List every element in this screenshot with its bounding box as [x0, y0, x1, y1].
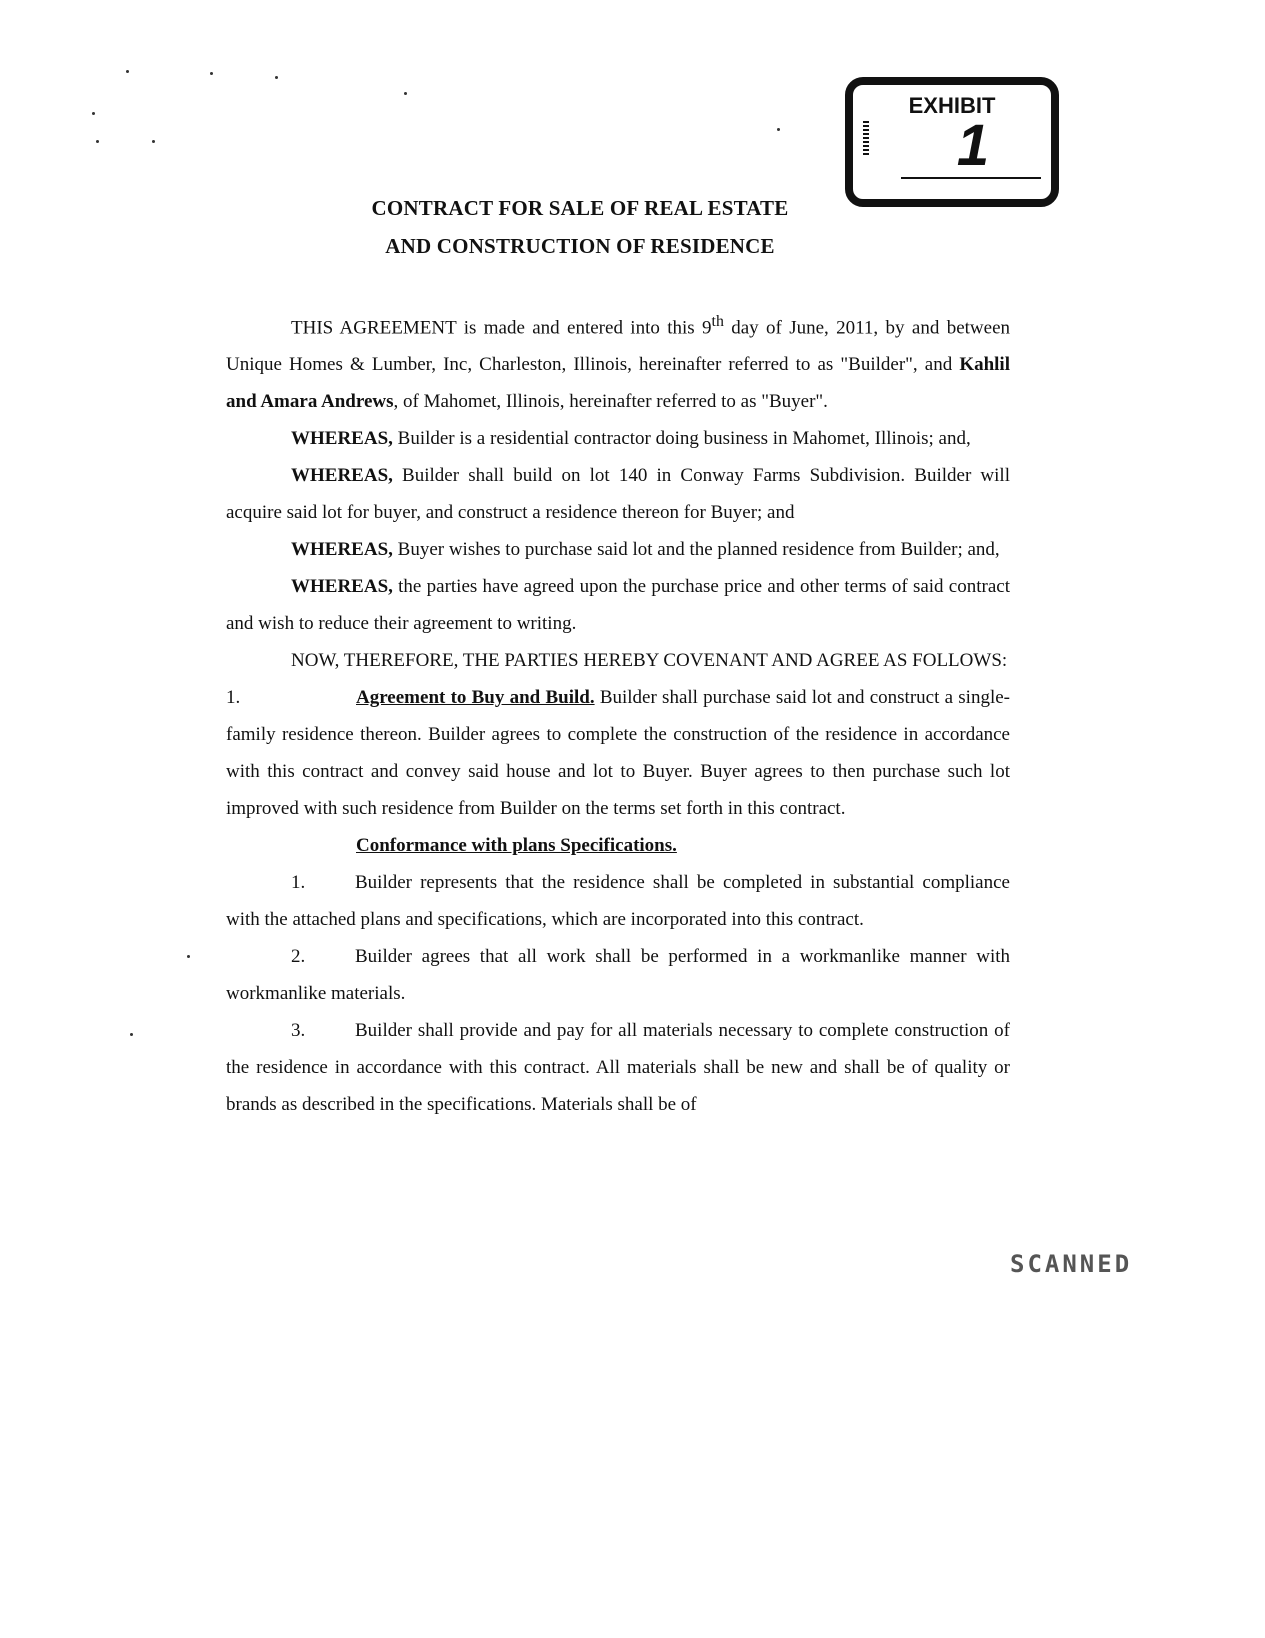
section-1-heading: Agreement to Buy and Build.: [356, 687, 595, 709]
intro-paragraph: [226, 303, 1010, 420]
scan-speck: [275, 76, 278, 79]
exhibit-label: EXHIBIT: [908, 93, 996, 118]
document-title-line2: AND CONSTRUCTION OF RESIDENCE: [385, 234, 775, 258]
intro-text-2: day of June, 2011, by and between Unique Homes & Lumber, Inc, Charleston, Illinois, hereinafter referred to as "Builder", and: [226, 317, 1010, 376]
contract-body: [226, 303, 1010, 1123]
whereas-text: Buyer wishes to purchase said lot and the planned residence from Builder; and,: [392, 539, 1000, 561]
intro-text-3: , of Mahomet, Illinois, hereinafter referred to as "Buyer".: [393, 391, 828, 413]
section-2-item: [226, 938, 1010, 1012]
buyer-names: Kahlil and Amara Andrews: [226, 354, 1010, 413]
scan-speck: [126, 70, 129, 73]
whereas-paragraph: [226, 457, 1010, 531]
scan-speck: [404, 92, 407, 95]
item-text: Builder represents that the residence shall be completed in substantial compliance with the attached plans and specifications, which are incorporated into this contract.: [226, 872, 1010, 931]
scan-speck: [210, 72, 213, 75]
exhibit-number: 1: [956, 113, 990, 178]
scan-speck: [152, 140, 155, 143]
section-2-item: [226, 1012, 1010, 1123]
whereas-paragraph: [226, 420, 1010, 457]
scanned-stamp: SCANNED: [1010, 1250, 1133, 1278]
exhibit-sticker: [845, 77, 1059, 207]
scan-speck: [187, 955, 190, 958]
item-number: 3.: [291, 1020, 306, 1042]
scan-speck: [92, 112, 95, 115]
exhibit-underline: [901, 177, 1041, 179]
whereas-text: the parties have agreed upon the purchase price and other terms of said contract and wish to reduce their agreement to writing.: [226, 576, 1010, 635]
whereas-text: Builder shall build on lot 140 in Conway Farms Subdivision. Builder will acquire said lot for buyer, and construct a residence thereon for Buyer; and: [226, 465, 1010, 524]
whereas-text: Builder is a residential contractor doing business in Mahomet, Illinois; and,: [392, 428, 971, 450]
section-1-number: 1.: [226, 687, 241, 709]
section-1-text: Builder shall purchase said lot and construct a single-family residence thereon. Builder agrees to complete the construction of the residence in accordance with this contract and convey said house and lot to Buyer. Buyer agrees to then purchase such lot improved with such residence from Builder on the terms set forth in this contract.: [226, 687, 1010, 820]
item-text: Builder agrees that all work shall be performed in a workmanlike manner with workmanlike materials.: [226, 946, 1010, 1005]
section-1-paragraph: [226, 679, 1010, 827]
item-number: 1.: [291, 872, 306, 894]
intro-text-1: THIS AGREEMENT is made and entered into this 9: [291, 317, 712, 339]
section-2-heading: Conformance with plans Specifications.: [356, 835, 677, 857]
document-title-line1: CONTRACT FOR SALE OF REAL ESTATE: [371, 196, 789, 220]
whereas-label: WHEREAS,: [291, 428, 393, 450]
whereas-label: WHEREAS,: [291, 576, 393, 598]
scan-speck: [130, 1033, 133, 1036]
whereas-paragraph: [226, 568, 1010, 642]
item-number: 2.: [291, 946, 306, 968]
section-2-heading-line: [226, 827, 1010, 864]
whereas-label: WHEREAS,: [291, 539, 393, 561]
section-2-item: [226, 864, 1010, 938]
exhibit-side-mark: [863, 121, 869, 155]
scan-speck: [96, 140, 99, 143]
whereas-label: WHEREAS,: [291, 465, 393, 487]
scan-speck: [777, 128, 780, 131]
intro-ordinal: th: [711, 313, 724, 330]
item-text: Builder shall provide and pay for all materials necessary to complete construction of the residence in accordance with this contract. All materials shall be new and shall be of quality or brands as described in the specifications. Materials shall be of: [226, 1020, 1010, 1116]
now-therefore-paragraph: NOW, THEREFORE, THE PARTIES HEREBY COVENANT AND AGREE AS FOLLOWS:: [291, 650, 1008, 672]
whereas-paragraph: [226, 531, 1010, 568]
